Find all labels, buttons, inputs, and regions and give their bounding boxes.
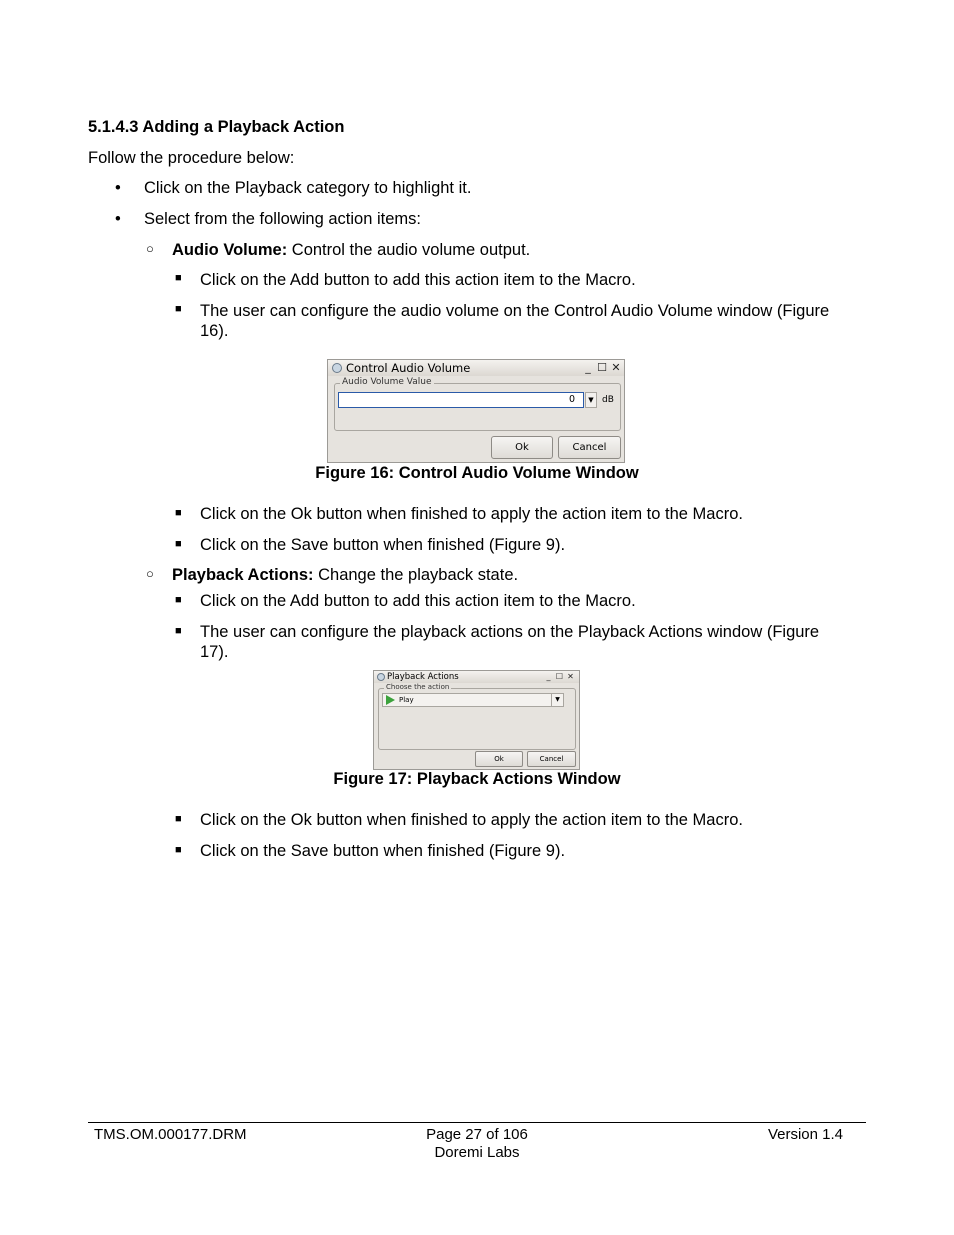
step-glyph: ■ bbox=[175, 625, 182, 637]
step-text: Click on the Save button when finished (Figure 9). bbox=[200, 536, 566, 554]
cancel-button[interactable]: Cancel bbox=[558, 436, 621, 459]
sub-bullet-glyph: ○ bbox=[146, 241, 154, 256]
footer-divider bbox=[88, 1122, 866, 1123]
maximize-icon[interactable]: ☐ bbox=[597, 361, 607, 374]
app-icon bbox=[377, 673, 385, 681]
step-text: Click on the Add button to add this action item to the Macro. bbox=[200, 271, 636, 289]
intro-text: Follow the procedure below: bbox=[88, 149, 295, 167]
footer-version: Version 1.4 bbox=[767, 1126, 843, 1143]
playback-actions-desc: Change the playback state. bbox=[313, 566, 519, 584]
play-icon bbox=[386, 695, 395, 705]
step-glyph: ■ bbox=[175, 844, 182, 856]
ok-button[interactable]: Ok bbox=[491, 436, 553, 459]
step-glyph: ■ bbox=[175, 272, 182, 284]
unit-label: dB bbox=[602, 395, 614, 405]
group-label: Choose the action bbox=[386, 683, 450, 691]
app-icon bbox=[332, 363, 342, 373]
step-glyph: ■ bbox=[175, 303, 182, 315]
step-text: Click on the Save button when finished (Figure 9). bbox=[200, 842, 566, 860]
footer-page: Page 27 of 106 bbox=[426, 1126, 528, 1143]
figure-16-caption: Figure 16: Control Audio Volume Window bbox=[315, 464, 639, 482]
step-glyph: ■ bbox=[175, 813, 182, 825]
chevron-down-icon[interactable]: ▼ bbox=[551, 694, 563, 706]
close-icon[interactable]: ✕ bbox=[611, 361, 621, 374]
footer-doc-id: TMS.OM.000177.DRM bbox=[94, 1126, 247, 1143]
volume-value-input[interactable]: 0 bbox=[338, 392, 584, 408]
step-text: The user can configure the playback actions on the Playback Actions window (Figure bbox=[200, 623, 820, 641]
playback-actions-label: Playback Actions: bbox=[172, 566, 314, 584]
chevron-down-icon[interactable]: ▼ bbox=[585, 392, 597, 408]
maximize-icon[interactable]: ☐ bbox=[555, 672, 564, 681]
window-titlebar bbox=[374, 671, 579, 683]
step-text: Click on the Ok button when finished to apply the action item to the Macro. bbox=[200, 505, 743, 523]
audio-volume-desc: Control the audio volume output. bbox=[287, 241, 531, 259]
sub-bullet-glyph: ○ bbox=[146, 566, 154, 581]
bullet-glyph: • bbox=[115, 179, 121, 197]
step-glyph: ■ bbox=[175, 507, 182, 519]
step-glyph: ■ bbox=[175, 538, 182, 550]
bullet-glyph: • bbox=[115, 210, 121, 228]
cancel-button[interactable]: Cancel bbox=[527, 751, 576, 767]
control-audio-volume-window bbox=[327, 359, 625, 463]
step-text: Click on the Ok button when finished to apply the action item to the Macro. bbox=[200, 811, 743, 829]
minimize-icon[interactable]: _ bbox=[546, 672, 551, 681]
footer-company: Doremi Labs bbox=[434, 1144, 520, 1161]
step-text-continued: 16). bbox=[200, 322, 229, 340]
audio-volume-label: Audio Volume: bbox=[172, 241, 288, 259]
window-title: Playback Actions bbox=[387, 672, 459, 682]
section-heading: 5.1.4.3 Adding a Playback Action bbox=[88, 118, 345, 136]
step-text: The user can configure the audio volume on the Control Audio Volume window (Figure bbox=[200, 302, 830, 320]
action-select[interactable] bbox=[382, 693, 564, 707]
close-icon[interactable]: ✕ bbox=[567, 672, 574, 681]
bullet-text: Click on the Playback category to highlight it. bbox=[144, 179, 472, 197]
step-text: Click on the Add button to add this action item to the Macro. bbox=[200, 592, 636, 610]
ok-button[interactable]: Ok bbox=[475, 751, 523, 767]
step-text-continued: 17). bbox=[200, 643, 229, 661]
step-glyph: ■ bbox=[175, 594, 182, 606]
action-select-value: Play bbox=[399, 696, 414, 704]
playback-actions-window bbox=[373, 670, 580, 770]
playback-actions-item bbox=[172, 566, 518, 585]
window-titlebar bbox=[328, 360, 624, 376]
minimize-icon[interactable]: _ bbox=[585, 361, 591, 374]
audio-volume-item bbox=[172, 241, 530, 260]
group-label: Audio Volume Value bbox=[342, 377, 432, 387]
figure-17-caption: Figure 17: Playback Actions Window bbox=[333, 770, 621, 788]
bullet-text: Select from the following action items: bbox=[144, 210, 421, 228]
window-title: Control Audio Volume bbox=[346, 361, 471, 375]
